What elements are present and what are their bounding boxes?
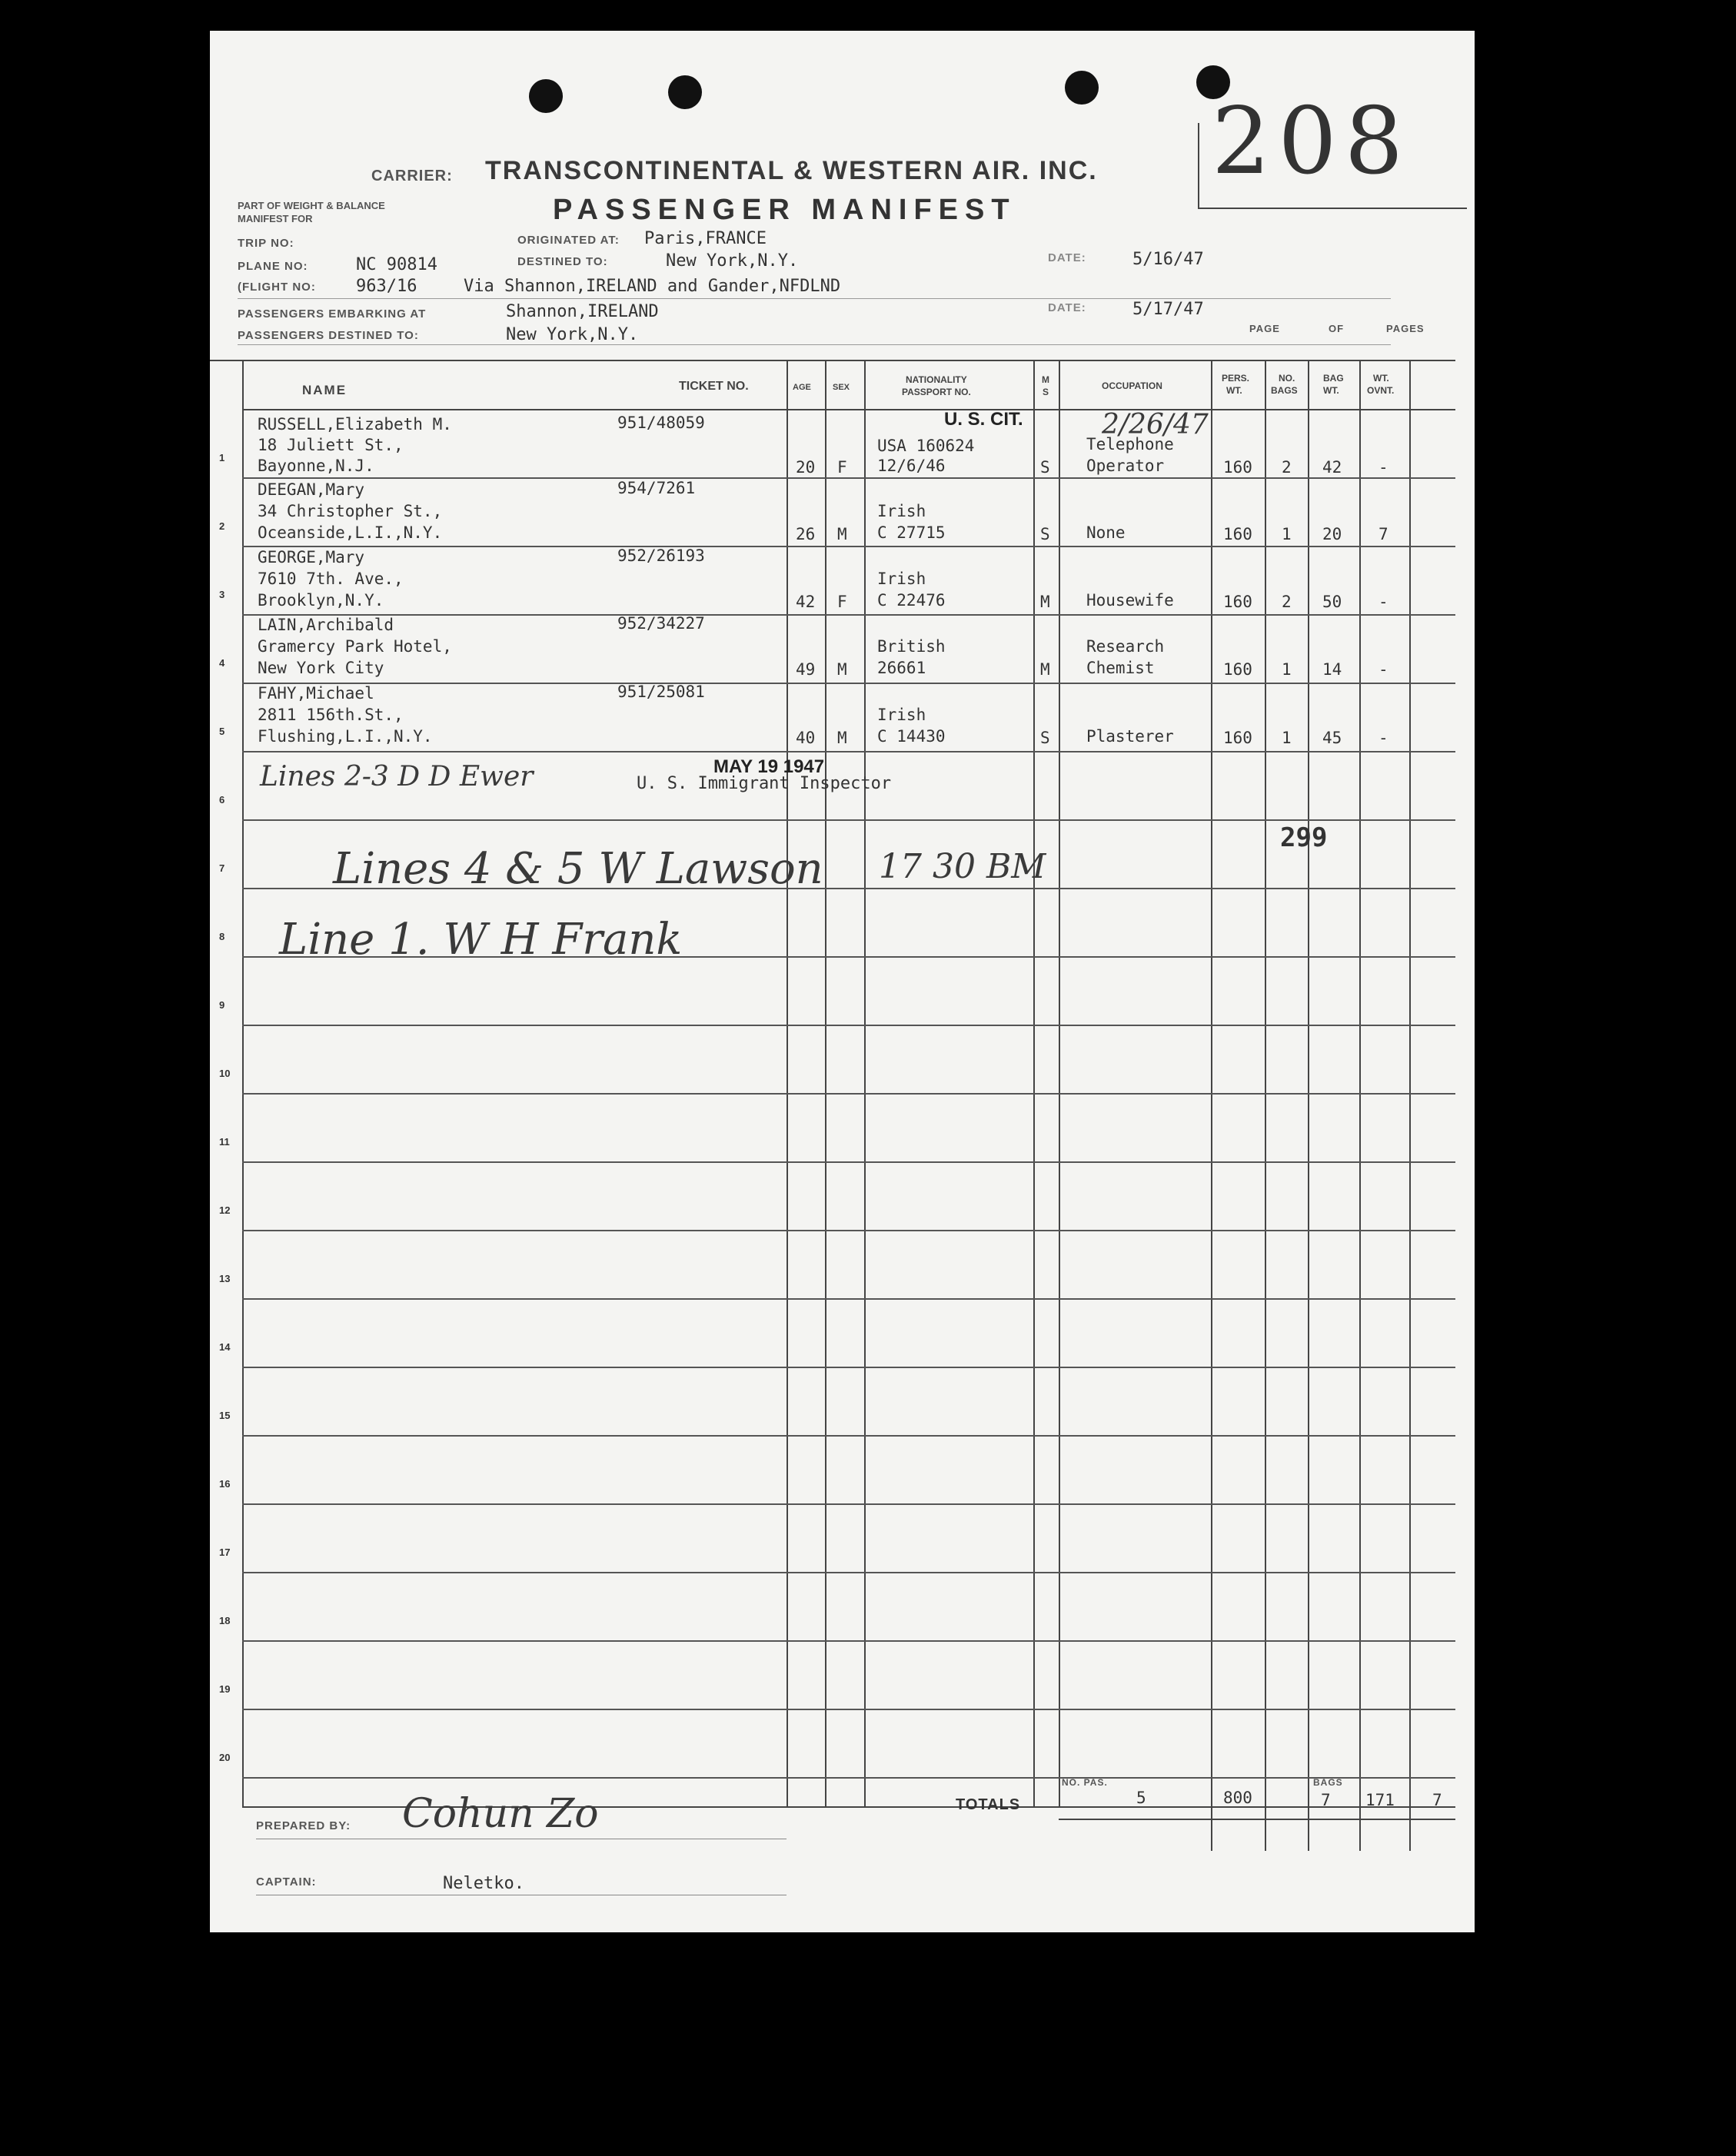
bag-wt: 45 (1322, 729, 1342, 747)
age: 49 (796, 660, 816, 679)
ticket-no: 951/25081 (617, 683, 705, 701)
age: 40 (796, 729, 816, 747)
row-number: 17 (219, 1546, 231, 1558)
table-header-rule (242, 409, 1455, 410)
nationality: British (877, 637, 946, 656)
col-divider (1033, 360, 1035, 1806)
col-divider (864, 360, 866, 1806)
date2-label: DATE: (1048, 301, 1086, 314)
bags-total-label: BAGS (1313, 1777, 1343, 1788)
marital-status: M (1040, 660, 1050, 679)
extra-number: 299 (1280, 822, 1328, 853)
passenger-name: FAHY,Michael (258, 684, 374, 703)
sex: F (837, 458, 847, 477)
row-rule (242, 683, 1455, 684)
row-number: 13 (219, 1273, 231, 1284)
col-header-ovnt-2: OVNT. (1367, 385, 1395, 396)
no-bags: 1 (1282, 660, 1292, 679)
age: 42 (796, 593, 816, 611)
page-label: PAGE (1249, 323, 1280, 334)
passenger-address: 18 Juliett St., (258, 436, 404, 454)
of-label: OF (1329, 323, 1345, 334)
occupation: Plasterer (1086, 727, 1174, 746)
age: 20 (796, 458, 816, 477)
bag-wt: 14 (1322, 660, 1342, 679)
col-header-bags: NO. (1279, 373, 1295, 384)
handwritten-note: Line 1. W H Frank (279, 915, 683, 965)
row-rule (242, 477, 1455, 479)
nationality: Irish (877, 570, 926, 588)
sex: M (837, 525, 847, 543)
destined-label: DESTINED TO: (517, 255, 608, 268)
handwritten-time: 17 30 BM (879, 847, 1046, 886)
captain-label: CAPTAIN: (256, 1875, 317, 1889)
header-rule (238, 344, 1391, 345)
row-rule (242, 1367, 1455, 1368)
total-bag-wt: 171 (1365, 1791, 1395, 1809)
totals-label: TOTALS (956, 1796, 1021, 1813)
ticket-no: 952/26193 (617, 546, 705, 565)
col-divider (1059, 360, 1060, 1806)
pers-wt: 160 (1223, 458, 1252, 477)
row-number: 20 (219, 1752, 231, 1763)
passenger-address: 2811 156th.St., (258, 706, 404, 724)
col-header-pers: PERS. (1222, 373, 1250, 384)
marital-status: M (1040, 593, 1050, 611)
row-rule (242, 1709, 1455, 1710)
captain-name: Neletko. (443, 1874, 524, 1893)
occupation: Chemist (1086, 659, 1155, 677)
punch-hole (1065, 71, 1099, 105)
col-header-nationality: NATIONALITY (906, 374, 967, 385)
embarking-value: Shannon,IRELAND (506, 302, 659, 321)
passport-no: C 14430 (877, 727, 946, 746)
occupation: Telephone (1086, 435, 1174, 453)
row-rule (242, 1298, 1455, 1300)
bag-wt: 50 (1322, 593, 1342, 611)
passenger-address: 34 Christopher St., (258, 502, 443, 520)
wt-ovnt: - (1378, 458, 1388, 477)
passenger-name: LAIN,Archibald (258, 616, 394, 634)
row-number: 4 (219, 657, 225, 669)
row-rule (242, 1093, 1455, 1095)
pers-wt: 160 (1223, 593, 1252, 611)
date-label: DATE: (1048, 251, 1086, 264)
pers-wt: 160 (1223, 729, 1252, 747)
bag-wt: 42 (1322, 458, 1342, 477)
col-divider (1409, 360, 1411, 1851)
col-divider (1308, 360, 1309, 1851)
col-header-bagwt: BAG (1323, 373, 1344, 384)
totals-rule (1059, 1819, 1455, 1820)
destined-to-value: New York,N.Y. (506, 325, 639, 344)
no-bags: 1 (1282, 525, 1292, 543)
col-header-ms-s: S (1043, 387, 1049, 397)
pers-wt: 160 (1223, 660, 1252, 679)
passenger-address: Bayonne,N.J. (258, 457, 374, 475)
ticket-no: 951/48059 (617, 414, 705, 432)
total-bags: 7 (1321, 1791, 1331, 1809)
col-divider (787, 360, 788, 1806)
carrier-name: TRANSCONTINENTAL & WESTERN AIR. INC. (485, 156, 1098, 185)
carrier-label: CARRIER: (371, 168, 453, 184)
row-number: 2 (219, 520, 225, 532)
passport-no: 12/6/46 (877, 457, 946, 475)
row-number: 18 (219, 1615, 231, 1626)
row-number: 16 (219, 1478, 231, 1490)
date-value: 5/16/47 (1132, 250, 1204, 269)
punch-hole (529, 79, 563, 113)
row-number: 11 (219, 1136, 230, 1148)
pages-label: PAGES (1386, 323, 1425, 334)
marital-status: S (1040, 729, 1050, 747)
row-rule (242, 819, 1455, 821)
prepared-by-label: PREPARED BY: (256, 1819, 351, 1832)
row-number: 19 (219, 1683, 231, 1695)
passenger-address: Brooklyn,N.Y. (258, 591, 384, 610)
passenger-name: DEEGAN,Mary (258, 480, 365, 499)
row-rule (242, 1025, 1455, 1026)
marital-status: S (1040, 458, 1050, 477)
nationality: Irish (877, 502, 926, 520)
handwritten-note: Lines 4 & 5 W Lawson (333, 844, 823, 894)
row-number: 15 (219, 1410, 231, 1421)
row-number: 12 (219, 1204, 231, 1216)
manifest-title: PASSENGER MANIFEST (553, 194, 1016, 226)
occupation: Operator (1086, 457, 1165, 475)
via-value: Via Shannon,IRELAND and Gander,NFDLND (464, 277, 841, 296)
row-rule (242, 751, 1455, 752)
originated-label: ORIGINATED AT: (517, 234, 620, 247)
sex: M (837, 729, 847, 747)
embarking-label: PASSENGERS EMBARKING AT (238, 307, 427, 321)
destined-value: New York,N.Y. (666, 251, 799, 271)
plane-no-label: PLANE NO: (238, 260, 308, 273)
pers-wt: 160 (1223, 525, 1252, 543)
col-header-passport: PASSPORT NO. (902, 387, 971, 397)
row-rule (242, 1572, 1455, 1573)
col-divider (1359, 360, 1361, 1851)
no-bags: 2 (1282, 593, 1292, 611)
no-pas-label: NO. PAS. (1062, 1777, 1108, 1788)
passport-no: 26661 (877, 659, 926, 677)
col-header-ms-m: M (1042, 374, 1049, 385)
ticket-no: 954/7261 (617, 479, 696, 497)
col-header-pers-wt: WT. (1226, 385, 1242, 396)
passenger-name: GEORGE,Mary (258, 548, 365, 566)
col-divider (825, 360, 826, 1806)
passport-no: C 22476 (877, 591, 946, 610)
punch-hole (668, 75, 702, 109)
passenger-address: New York City (258, 659, 384, 677)
wt-ovnt: - (1378, 729, 1388, 747)
table-top-rule (210, 360, 1455, 361)
col-header-sex: SEX (833, 383, 850, 392)
row-number: 3 (219, 589, 225, 600)
occupation: Housewife (1086, 591, 1174, 610)
bag-wt: 20 (1322, 525, 1342, 543)
marital-status: S (1040, 525, 1050, 543)
col-header-bagwt-2: WT. (1323, 385, 1339, 396)
page-number-frame (1198, 123, 1199, 208)
citizen-date: 2/26/47 (1102, 409, 1209, 440)
stamp-date: MAY 19 1947 (713, 756, 825, 777)
row-rule (242, 1161, 1455, 1163)
occupation: Research (1086, 637, 1165, 656)
col-divider (1265, 360, 1266, 1851)
row-rule (242, 546, 1455, 547)
nationality: USA 160624 (877, 437, 975, 455)
passenger-address: Oceanside,L.I.,N.Y. (258, 523, 443, 542)
part-of-label: PART OF WEIGHT & BALANCE (238, 200, 385, 211)
col-header-age: AGE (793, 383, 811, 392)
plane-no-value: NC 90814 (356, 255, 437, 274)
col-header-ovnt: WT. (1373, 373, 1389, 384)
total-pers-wt: 800 (1223, 1789, 1252, 1807)
total-ovnt: 7 (1432, 1791, 1442, 1809)
passenger-address: 7610 7th. Ave., (258, 570, 404, 588)
us-citizen-stamp: U. S. CIT. (944, 409, 1023, 430)
no-bags: 2 (1282, 458, 1292, 477)
date2-value: 5/17/47 (1132, 300, 1204, 319)
trip-no-label: TRIP NO: (238, 237, 294, 250)
total-passengers: 5 (1136, 1789, 1146, 1807)
row-number: 9 (219, 999, 225, 1011)
nationality: Irish (877, 706, 926, 724)
flight-no-label: (FLIGHT NO: (238, 281, 316, 294)
header-rule (238, 298, 1391, 299)
row-number: 8 (219, 931, 225, 942)
wt-ovnt: - (1378, 593, 1388, 611)
col-divider (1211, 360, 1212, 1851)
row-number: 7 (219, 862, 225, 874)
passenger-name: RUSSELL,Elizabeth M. (258, 415, 452, 434)
passenger-address: Flushing,L.I.,N.Y. (258, 727, 433, 746)
sex: F (837, 593, 847, 611)
occupation: None (1086, 523, 1126, 542)
col-header-name: NAME (302, 383, 348, 397)
wt-ovnt: 7 (1378, 525, 1388, 543)
ticket-no: 952/34227 (617, 614, 705, 633)
wt-ovnt: - (1378, 660, 1388, 679)
handwritten-note: Lines 2-3 D D Ewer (260, 761, 534, 792)
row-number: 5 (219, 726, 225, 737)
passenger-address: Gramercy Park Hotel, (258, 637, 452, 656)
stamp-inspector: U. S. Immigrant Inspector (637, 774, 892, 793)
row-number: 14 (219, 1341, 231, 1353)
row-rule (242, 1230, 1455, 1231)
destined-to-label: PASSENGERS DESTINED TO: (238, 329, 419, 342)
passport-no: C 27715 (877, 523, 946, 542)
manifest-page (210, 31, 1475, 1932)
col-divider (242, 360, 244, 1806)
page-number: 208 (1212, 88, 1412, 195)
row-number: 1 (219, 452, 225, 463)
row-rule (242, 614, 1455, 616)
sex: M (837, 660, 847, 679)
age: 26 (796, 525, 816, 543)
col-header-ticket: TICKET NO. (679, 380, 749, 393)
row-rule (242, 1503, 1455, 1505)
manifest-for-label: MANIFEST FOR (238, 213, 313, 224)
row-rule (242, 1777, 1455, 1779)
row-number: 6 (219, 794, 225, 806)
col-header-occupation: OCCUPATION (1102, 380, 1162, 391)
originated-value: Paris,FRANCE (644, 229, 767, 248)
row-number: 10 (219, 1068, 231, 1079)
no-bags: 1 (1282, 729, 1292, 747)
row-rule (242, 1640, 1455, 1642)
prepared-by-signature: Cohun Zo (402, 1791, 599, 1837)
row-rule (242, 1435, 1455, 1437)
col-header-bags-2: BAGS (1271, 385, 1298, 396)
page-number-frame (1198, 208, 1467, 209)
flight-no-value: 963/16 (356, 277, 417, 296)
